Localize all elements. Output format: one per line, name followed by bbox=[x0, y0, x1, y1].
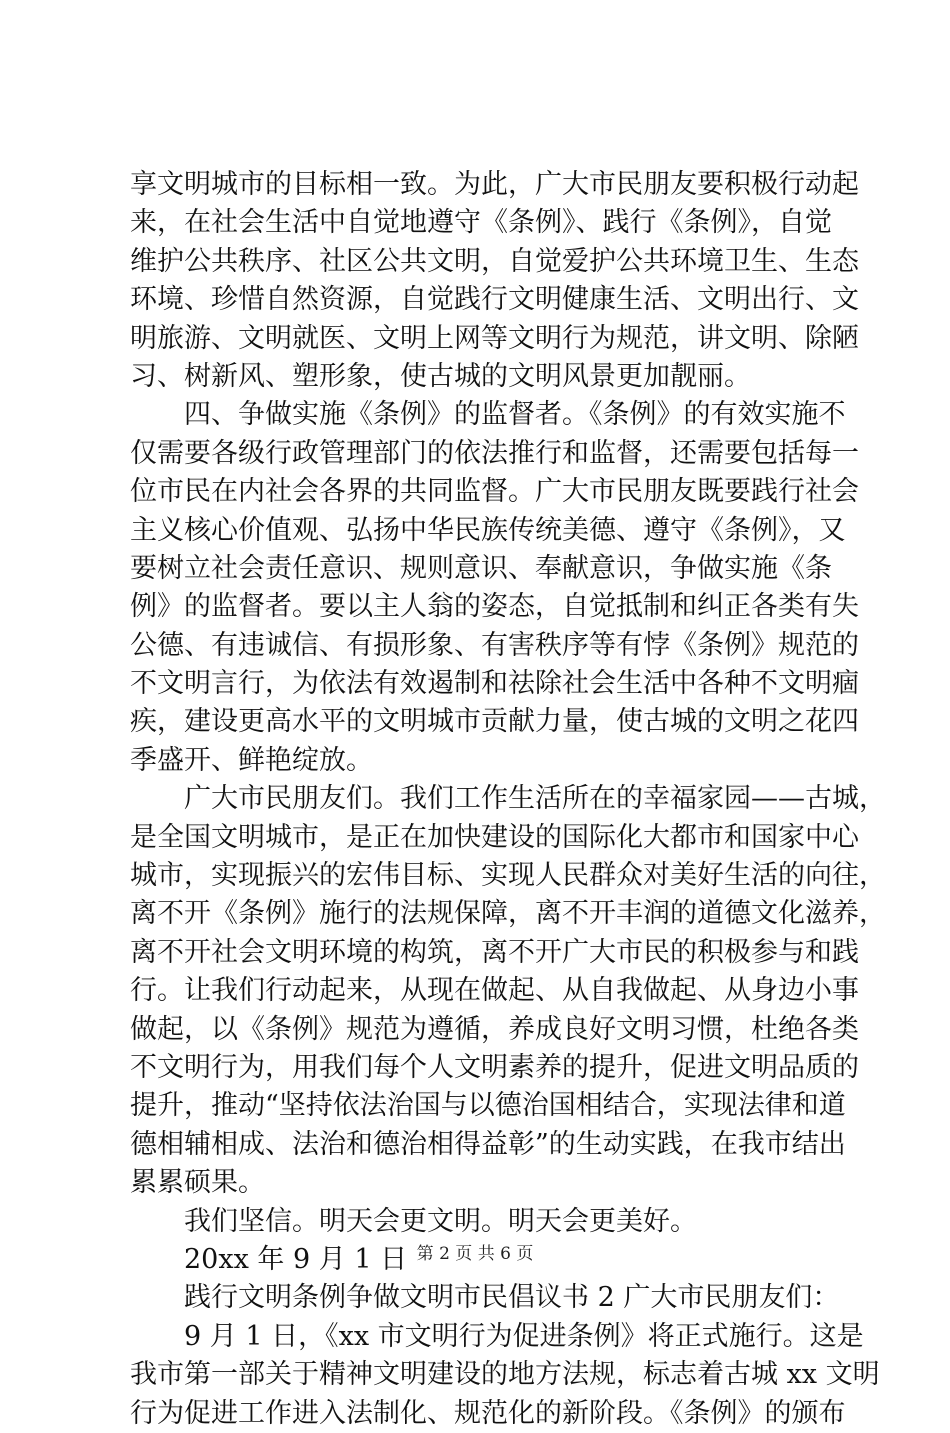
text-line: 明旅游、文明就医、文明上网等文明行为规范，讲文明、除陋 bbox=[130, 322, 859, 354]
text-line: 习、树新风、塑形象，使古城的文明风景更加靓丽。 bbox=[130, 360, 751, 392]
text-line: 维护公共秩序、社区公共文明，自觉爱护公共环境卫生、生态 bbox=[130, 245, 859, 277]
text-line: 我们坚信。明天会更文明。明天会更美好。 bbox=[130, 1205, 697, 1237]
text-line: 例》的监督者。要以主人翁的姿态，自觉抵制和纠正各类有失 bbox=[130, 591, 859, 623]
text-line: 20xx 年 9 月 1 日 bbox=[130, 1243, 408, 1275]
text-line: 做起，以《条例》规范为遵循，养成良好文明习惯，杜绝各类 bbox=[130, 1013, 859, 1045]
text-line: 离不开《条例》施行的法规保障，离不开丰润的道德文化滋养， bbox=[130, 898, 886, 930]
text-line: 广大市民朋友们。我们工作生活所在的幸福家园——古城， bbox=[130, 783, 886, 815]
text-line: 主义核心价值观、弘扬中华民族传统美德、遵守《条例》，又 bbox=[130, 514, 846, 546]
text-line: 累累硕果。 bbox=[130, 1167, 265, 1199]
text-line: 城市，实现振兴的宏伟目标、实现人民群众对美好生活的向往， bbox=[130, 860, 886, 892]
text-line: 不文明行为，用我们每个人文明素养的提升，促进文明品质的 bbox=[130, 1051, 859, 1083]
text-line: 位市民在内社会各界的共同监督。广大市民朋友既要践行社会 bbox=[130, 476, 859, 508]
text-line: 疾，建设更高水平的文明城市贡献力量，使古城的文明之花四 bbox=[130, 706, 859, 738]
text-line: 行为促进工作进入法制化、规范化的新阶段。《条例》的颁布 bbox=[130, 1397, 846, 1429]
text-line: 来，在社会生活中自觉地遵守《条例》、践行《条例》，自觉 bbox=[130, 207, 832, 239]
text-line: 不文明言行，为依法有效遏制和祛除社会生活中各种不文明痼 bbox=[130, 668, 859, 700]
text-line: 仅需要各级行政管理部门的依法推行和监督，还需要包括每一 bbox=[130, 437, 859, 469]
text-line: 环境、珍惜自然资源，自觉践行文明健康生活、文明出行、文 bbox=[130, 284, 859, 316]
text-line: 季盛开、鲜艳绽放。 bbox=[130, 744, 373, 776]
text-line: 享文明城市的目标相一致。为此，广大市民朋友要积极行动起 bbox=[130, 169, 859, 200]
text-line: 公德、有违诚信、有损形象、有害秩序等有悖《条例》规范的 bbox=[130, 629, 859, 661]
text-line: 要树立社会责任意识、规则意识、奉献意识，争做实施《条 bbox=[130, 552, 832, 584]
text-line: 四、争做实施《条例》的监督者。《条例》的有效实施不 bbox=[130, 399, 846, 431]
text-line: 践行文明条例争做文明市民倡议书 2 广大市民朋友们： bbox=[130, 1282, 840, 1314]
text-line: 德相辅相成、法治和德治相得益彰”的生动实践，在我市结出 bbox=[130, 1128, 846, 1160]
text-line: 离不开社会文明环境的构筑，离不开广大市民的积极参与和践 bbox=[130, 936, 859, 968]
text-line: 是全国文明城市，是正在加快建设的国际化大都市和国家中心 bbox=[130, 821, 859, 853]
text-line: 我市第一部关于精神文明建设的地方法规，标志着古城 xx 文明 bbox=[130, 1359, 880, 1391]
page-footer: 第 2 页 共 6 页 bbox=[416, 1244, 534, 1264]
text-line: 9 月 1 日，《xx 市文明行为促进条例》将正式施行。这是 bbox=[130, 1320, 864, 1352]
text-line: 提升，推动“坚持依法治国与以德治国相结合，实现法律和道 bbox=[130, 1090, 846, 1122]
text-line: 行。让我们行动起来，从现在做起、从自我做起、从身边小事 bbox=[130, 975, 859, 1007]
